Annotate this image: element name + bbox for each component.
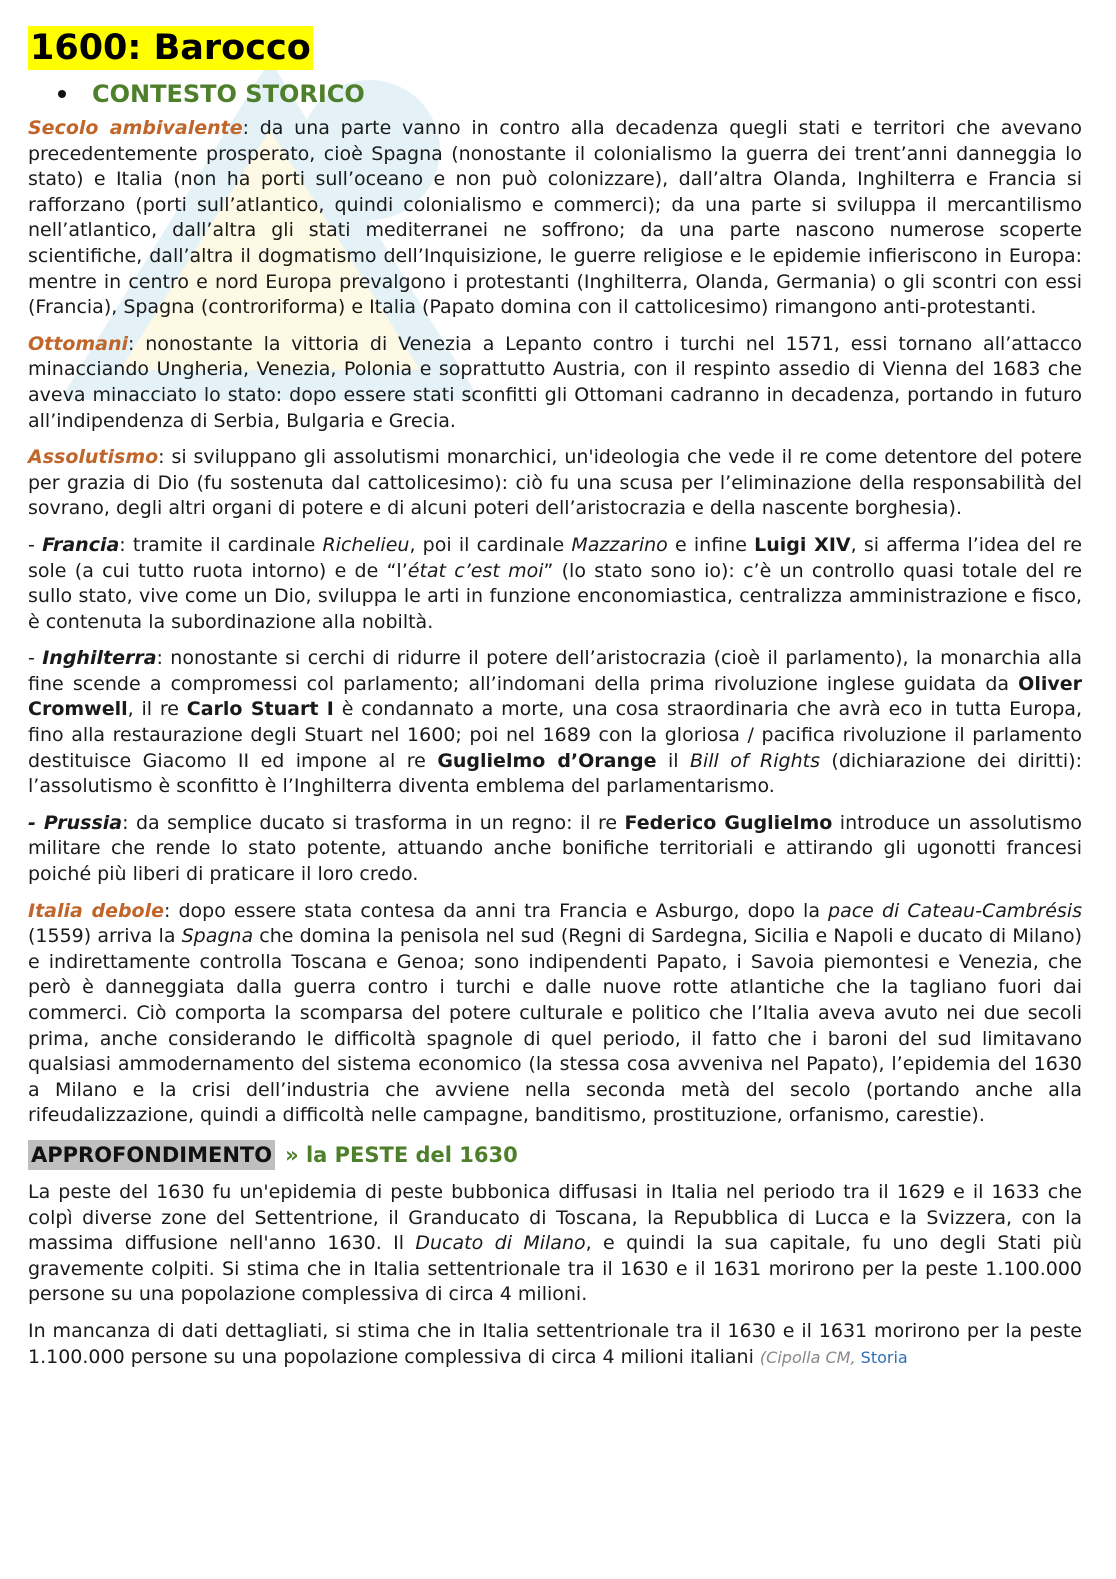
bullet-icon bbox=[58, 90, 66, 98]
paragraph-inghilterra: - Inghilterra: nonostante si cerchi di ridurre il potere dell’aristocrazia (cioè il parlamento), la monarchia alla fine scende a compromessi col parlamento; all’indomani della prima rivoluzione inglese guidata da Oliver Cromwell, il re Carlo Stuart I è condannato a morte, una cosa straordinaria che avrà eco in tutta Europa, fino alla restaurazione degli Stuart nel 1600; poi nel 1689 con la gloriosa / pacifica rivoluzione il parlamento destituisce Giacomo II ed impone al re Guglielmo d’Orange il Bill of Rights (dichiarazione dei diritti): l’assolutismo è sconfitto è l’Inghilterra diventa emblema del parlamentarismo. bbox=[28, 647, 1082, 798]
approfondimento-subtitle: » la PESTE del 1630 bbox=[285, 1142, 518, 1167]
citation-link[interactable]: Storia bbox=[860, 1347, 908, 1367]
section-heading-text: CONTESTO STORICO bbox=[92, 80, 365, 108]
keyword: Inghilterra bbox=[42, 647, 157, 670]
document-page bbox=[28, 26, 1082, 1381]
keyword: Assolutismo bbox=[28, 446, 159, 469]
paragraph-peste-2: In mancanza di dati dettagliati, si stima che in Italia settentrionale tra il 1630 e il 1631 morirono per la peste 1.100.000 persone su una popolazione complessiva di circa 4 milioni italiani (Cipolla CM, Storia bbox=[28, 1319, 1082, 1368]
paragraph-prussia: - Prussia: da semplice ducato si trasforma in un regno: il re Federico Guglielmo introduce un assolutismo militare che rende lo stato potente, attuando anche bonifiche territoriali e attirando gli ugonotti francesi poiché più liberi di praticare il loro credo. bbox=[28, 811, 1082, 886]
section-heading bbox=[58, 76, 1082, 112]
paragraph-peste-1: La peste del 1630 fu un'epidemia di peste bubbonica diffusasi in Italia nel periodo tra il 1629 e il 1633 che colpì diverse zone del Settentrione, il Granducato di Toscana, la Repubblica di Lucca e la Svizzera, con la massima diffusione nell'anno 1630. Il Ducato di Milano, e quindi la sua capitale, fu uno degli Stati più gravemente colpiti. Si stima che in Italia settentrionale tra il 1630 e il 1631 morirono per la peste 1.100.000 persone su una popolazione complessiva di circa 4 milioni. bbox=[28, 1180, 1083, 1306]
keyword: Italia debole bbox=[28, 899, 165, 922]
paragraph-francia: - Francia: tramite il cardinale Richelieu, poi il cardinale Mazzarino e infine Luigi XIV, si afferma l’idea del re sole (a cui tutto ruota intorno) e de “l’état c’est moi” (lo stato sono io): c’è un controllo quasi totale del re sullo stato, vive come un Dio, sviluppa le arti in funzione enconomiastica, centralizza amministrazione e fisco, è contenuta la subordinazione alla nobiltà. bbox=[28, 533, 1083, 633]
citation: (Cipolla CM, bbox=[759, 1347, 861, 1367]
paragraph-italia-debole: Italia debole: dopo essere stata contesa da anni tra Francia e Asburgo, dopo la pace di Cateau-Cambrésis (1559) arriva la Spagna che domina la penisola nel sud (Regni di Sardegna, Sicilia e Napoli e ducato di Milano) e indirettamente controlla Toscana e Genoa; sono indipendenti Papato, i Savoia piemontesi e Venezia, che però è danneggiata dalla guerra contro i turchi e dalle nuove rotte atlantiche che la tagliano fuori dai commerci. Ciò comporta la scomparsa del potere culturale e politico che l’Italia aveva avuto nei due secoli prima, anche considerando le difficoltà spagnole di quel periodo, il fatto che i baroni del sud limitavano qualsiasi ammodernamento del sistema economico (la stessa cosa avveniva nel Papato), l’epidemia del 1630 a Milano e la crisi dell’industria che avviene nella seconda metà del secolo (portando anche alla rifeudalizzazione, quindi a difficoltà nelle campagne, banditismo, prostituzione, orfanismo, carestie). bbox=[28, 899, 1082, 1127]
approfondimento-heading bbox=[28, 1140, 1082, 1170]
approfondimento-label: APPROFONDIMENTO bbox=[28, 1140, 275, 1170]
keyword: Francia bbox=[42, 533, 120, 556]
keyword: Secolo ambivalente bbox=[28, 117, 243, 139]
keyword: - Prussia bbox=[28, 811, 123, 834]
paragraph-ottomani: Ottomani: nonostante la vittoria di Venezia a Lepanto contro i turchi nel 1571, essi tornano all’attacco minacciando Ungheria, Venezia, Polonia e soprattutto Austria, con il respinto assedio di Vienna del 1683 che aveva minacciato lo stato: dopo essere stati sconfitti gli Ottomani cadranno in decadenza, portando in futuro all’indipendenza di Serbia, Bulgaria e Grecia. bbox=[28, 332, 1082, 432]
keyword: Ottomani bbox=[28, 332, 129, 355]
page-title: 1600: Barocco bbox=[30, 28, 311, 68]
paragraph-assolutismo: Assolutismo: si sviluppano gli assolutismi monarchici, un'ideologia che vede il re come detentore del potere per grazia di Dio (fu sostenuta dal cattolicesimo): ciò fu una scusa per l’eliminazione della responsabilità del sovrano, degli altri organi di potere e di alcuni poteri dell’aristocrazia e della nascente borghesia). bbox=[28, 446, 1082, 520]
paragraph-secolo-ambivalente: Secolo ambivalente: da una parte vanno in contro alla decadenza quegli stati e territori che avevano precedentemente prosperato, cioè Spagna (nonostante il colonialismo la guerra dei trent’anni danneggia lo stato) e Italia (non ha porti sull’oceano e non può colonizzare), dall’altra Olanda, Inghilterra e Francia si rafforzano (porti sull’atlantico, quindi colonialismo e commerci); da una parte si sviluppa il mercantilismo nell’atlantico, dall’altra gli stati mediterranei ne soffrono; da una parte nascono numerose scoperte scientifiche, dall’altra il dogmatismo dell’Inquisizione, le guerre religiose e le epidemie infieriscono in Europa: mentre in centro e nord Europa prevalgono i protestanti (Inghilterra, Olanda, Germania) o gli scontri con essi (Francia), Spagna (controriforma) e Italia (Papato domina con il cattolicesimo) rimangono anti-protestanti. bbox=[28, 117, 1082, 319]
